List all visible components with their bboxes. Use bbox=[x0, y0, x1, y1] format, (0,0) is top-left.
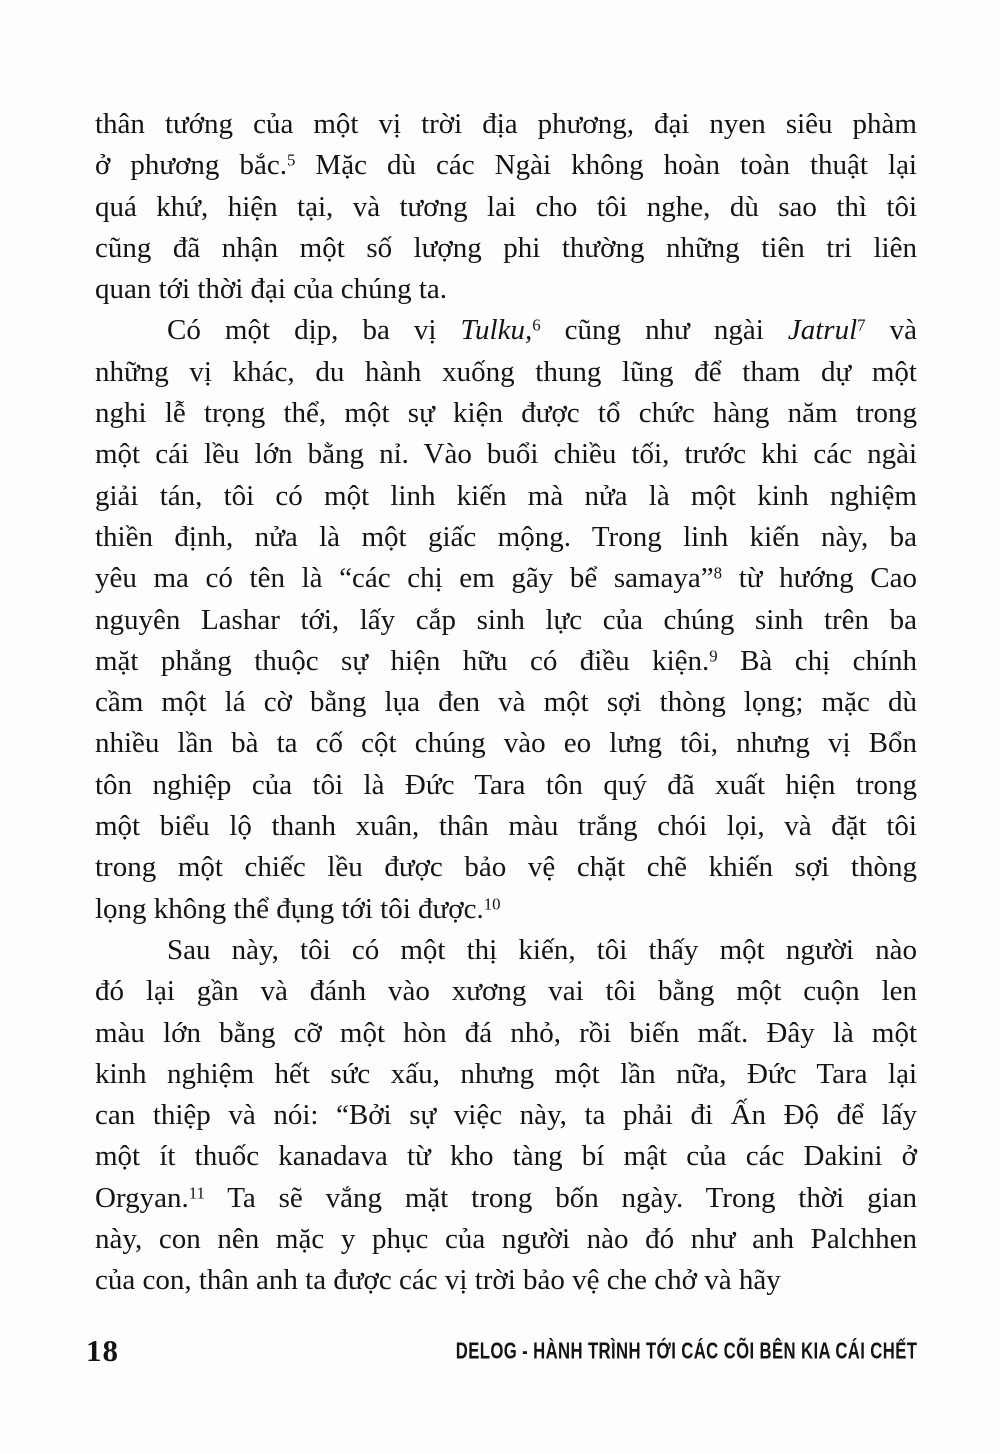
paragraph bbox=[95, 310, 917, 929]
footnote-marker: 7 bbox=[857, 315, 866, 335]
paragraph bbox=[95, 104, 917, 310]
text-line: nhiều lần bà ta cố cột chúng vào eo lưng tôi, nhưng vị Bổn bbox=[95, 727, 917, 760]
text-line: nguyên Lashar tới, lấy cắp sinh lực của chúng sinh trên ba bbox=[95, 603, 917, 636]
text-line: Sau này, tôi có một thị kiến, tôi thấy một người nào bbox=[167, 933, 917, 966]
text-line: cũng đã nhận một số lượng phi thường những tiên tri liên bbox=[95, 231, 917, 264]
text-line: nghi lễ trọng thể, một sự kiện được tổ chức hàng năm trong bbox=[95, 397, 917, 430]
text-line: giải tán, tôi có một linh kiến mà nửa là một kinh nghiệm bbox=[95, 479, 917, 512]
text-line: những vị khác, du hành xuống thung lũng để tham dự một bbox=[95, 355, 917, 388]
text-line: màu lớn bằng cỡ một hòn đá nhỏ, rồi biến mất. Đây là một bbox=[95, 1016, 917, 1049]
text-line: ở phương bắc.$^5$ Mặc dù các Ngài không hoàn toàn thuật lại bbox=[95, 149, 917, 182]
page-number: 18 bbox=[86, 1333, 119, 1368]
paragraph bbox=[95, 930, 917, 1302]
text-line: quan tới thời đại của chúng ta. bbox=[95, 273, 447, 306]
text-line: Có một dịp, ba vị Tulku,$^6$ cũng như ngài Jatrul$^7$ và bbox=[167, 314, 917, 347]
text-line: thiền định, nửa là một giấc mộng. Trong linh kiến này, ba bbox=[95, 520, 917, 553]
footnote-marker: 8 bbox=[713, 563, 723, 583]
footnote-marker: 6 bbox=[532, 315, 541, 335]
text-line: yêu ma có tên là “các chị em gãy bể samaya”$^8$ từ hướng Cao bbox=[95, 562, 917, 595]
text-line: tôn nghiệp của tôi là Đức Tara tôn quý đã xuất hiện trong bbox=[95, 768, 917, 801]
text-line: một cái lều lớn bằng nỉ. Vào buổi chiều tối, trước khi các ngài bbox=[95, 438, 917, 471]
text-line: trong một chiếc lều được bảo vệ chặt chẽ khiến sợi thòng bbox=[95, 851, 917, 884]
footnote-marker: 11 bbox=[188, 1182, 205, 1202]
text-line: lọng không thể đụng tới tôi được.$^{10}$ bbox=[95, 892, 501, 925]
text-line: mặt phẳng thuộc sự hiện hữu có điều kiện.$^9$ Bà chị chính bbox=[95, 644, 917, 677]
text-line: một biểu lộ thanh xuân, thân màu trắng chói lọi, và đặt tôi bbox=[95, 810, 917, 843]
text-line: quá khứ, hiện tại, và tương lai cho tôi nghe, dù sao thì tôi bbox=[95, 190, 917, 223]
text-line: can thiệp và nói: “Bởi sự việc này, ta phải đi Ấn Độ để lấy bbox=[95, 1099, 917, 1132]
running-title: DELOG - HÀNH TRÌNH TỚI CÁC CÕI BÊN KIA CÁI CHẾT bbox=[455, 1337, 917, 1364]
body-text bbox=[95, 104, 917, 1302]
page-footer bbox=[86, 1330, 917, 1372]
text-line: đó lại gần và đánh vào xương vai tôi bằng một cuộn len bbox=[95, 975, 917, 1008]
text-line: kinh nghiệm hết sức xấu, nhưng một lần nữa, Đức Tara lại bbox=[95, 1057, 917, 1090]
text-line: của con, thân anh ta được các vị trời bảo vệ che chở và hãy bbox=[95, 1264, 781, 1297]
text-line: một ít thuốc kanadava từ kho tàng bí mật của các Dakini ở bbox=[95, 1140, 917, 1173]
text-line: này, con nên mặc y phục của người nào đó như anh Palchhen bbox=[95, 1223, 917, 1256]
text-line: cầm một lá cờ bằng lụa đen và một sợi thòng lọng; mặc dù bbox=[95, 686, 917, 719]
footnote-marker: 10 bbox=[483, 893, 501, 913]
text-line: thân tướng của một vị trời địa phương, đại nyen siêu phàm bbox=[95, 108, 917, 140]
footnote-marker: 5 bbox=[286, 150, 296, 170]
text-line: Orgyan.$^{11}$ Ta sẽ vắng mặt trong bốn ngày. Trong thời gian bbox=[95, 1181, 917, 1214]
footnote-marker: 9 bbox=[709, 646, 718, 666]
